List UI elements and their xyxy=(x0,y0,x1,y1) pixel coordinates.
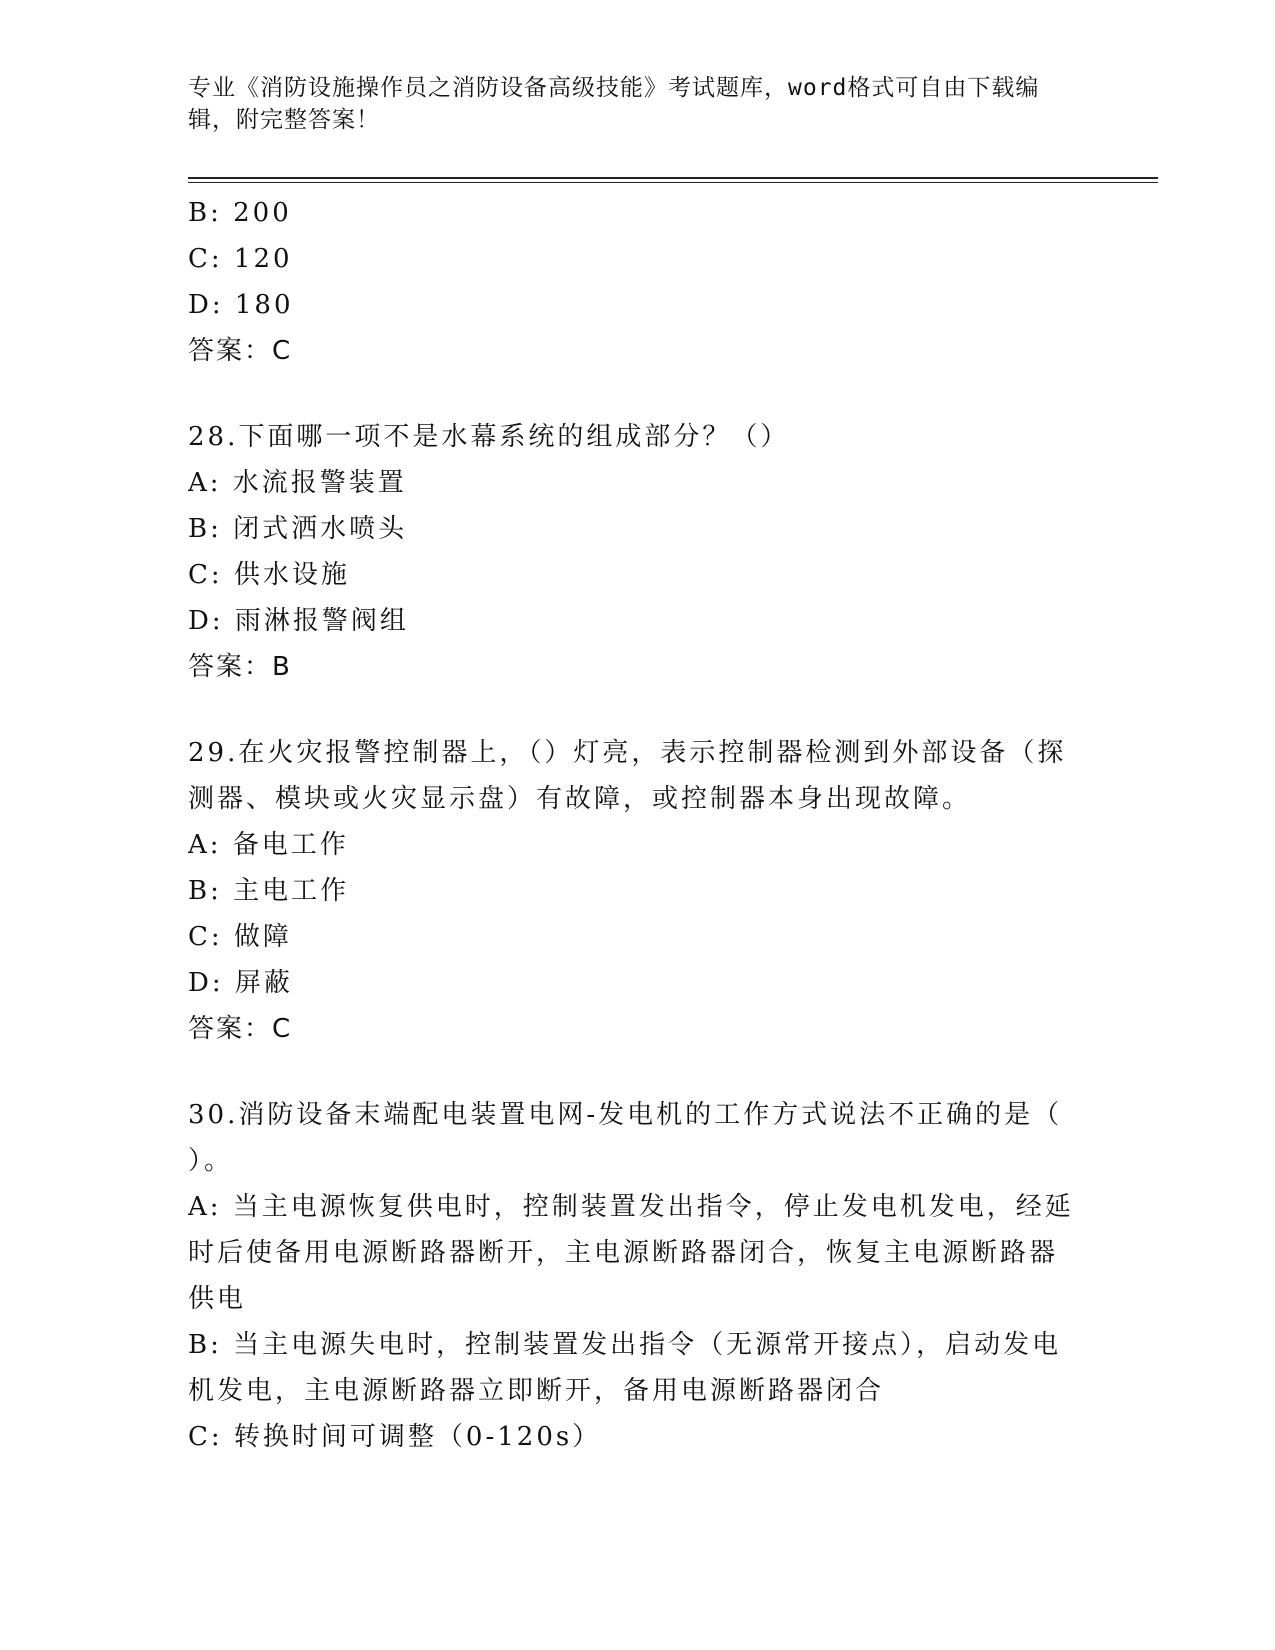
option-d: D: 180 xyxy=(188,290,294,320)
question-list xyxy=(188,190,1088,1460)
answer: 答案：C xyxy=(188,336,293,366)
question-text-line-2: ）。 xyxy=(188,1146,234,1176)
question-text-line-1: 29.在火灾报警控制器上，（）灯亮，表示控制器检测到外部设备（探 xyxy=(188,738,1067,768)
answer: 答案：C xyxy=(188,1014,293,1044)
option-b: B: 闭式洒水喷头 xyxy=(188,514,408,544)
question-29 xyxy=(188,730,1088,1052)
option-b-line-1: B: 当主电源失电时，控制装置发出指令（无源常开接点），启动发电 xyxy=(188,1330,1062,1360)
question-30 xyxy=(188,1092,1088,1460)
header-divider-thin xyxy=(188,182,1158,183)
option-c: C: 做障 xyxy=(188,922,292,952)
option-b-line-2: 机发电，主电源断路器立即断开，备用电源断路器闭合 xyxy=(188,1376,885,1406)
option-a-line-3: 供电 xyxy=(188,1284,247,1314)
option-c: C: 120 xyxy=(188,244,293,274)
question-27-tail xyxy=(188,190,1088,374)
option-c: C: 供水设施 xyxy=(188,560,350,590)
question-28 xyxy=(188,414,1088,690)
question-text-line-1: 30.消防设备末端配电装置电网-发电机的工作方式说法不正确的是（ xyxy=(188,1100,1063,1130)
spacer xyxy=(188,1052,1088,1092)
question-text: 28.下面哪一项不是水幕系统的组成部分？（） xyxy=(188,422,790,452)
document-header xyxy=(188,72,1088,136)
option-b: B: 200 xyxy=(188,198,292,228)
answer: 答案：B xyxy=(188,652,292,682)
option-b: B: 主电工作 xyxy=(188,876,350,906)
header-divider-thick xyxy=(188,177,1158,179)
option-a-line-1: A: 当主电源恢复供电时，控制装置发出指令，停止发电机发电，经延 xyxy=(188,1192,1074,1222)
option-d: D: 屏蔽 xyxy=(188,968,293,998)
question-text-line-2: 测器、模块或火灾显示盘）有故障，或控制器本身出现故障。 xyxy=(188,784,972,814)
option-c: C: 转换时间可调整（0-120s） xyxy=(188,1422,602,1452)
spacer xyxy=(188,374,1088,414)
spacer xyxy=(188,690,1088,730)
header-line-2: 辑，附完整答案！ xyxy=(188,107,380,133)
option-a: A: 水流报警装置 xyxy=(188,468,407,498)
header-line-1: 专业《消防设施操作员之消防设备高级技能》考试题库，word格式可自由下载编 xyxy=(188,75,1040,101)
option-d: D: 雨淋报警阀组 xyxy=(188,606,409,636)
option-a: A: 备电工作 xyxy=(188,830,349,860)
option-a-line-2: 时后使备用电源断路器断开，主电源断路器闭合，恢复主电源断路器 xyxy=(188,1238,1059,1268)
